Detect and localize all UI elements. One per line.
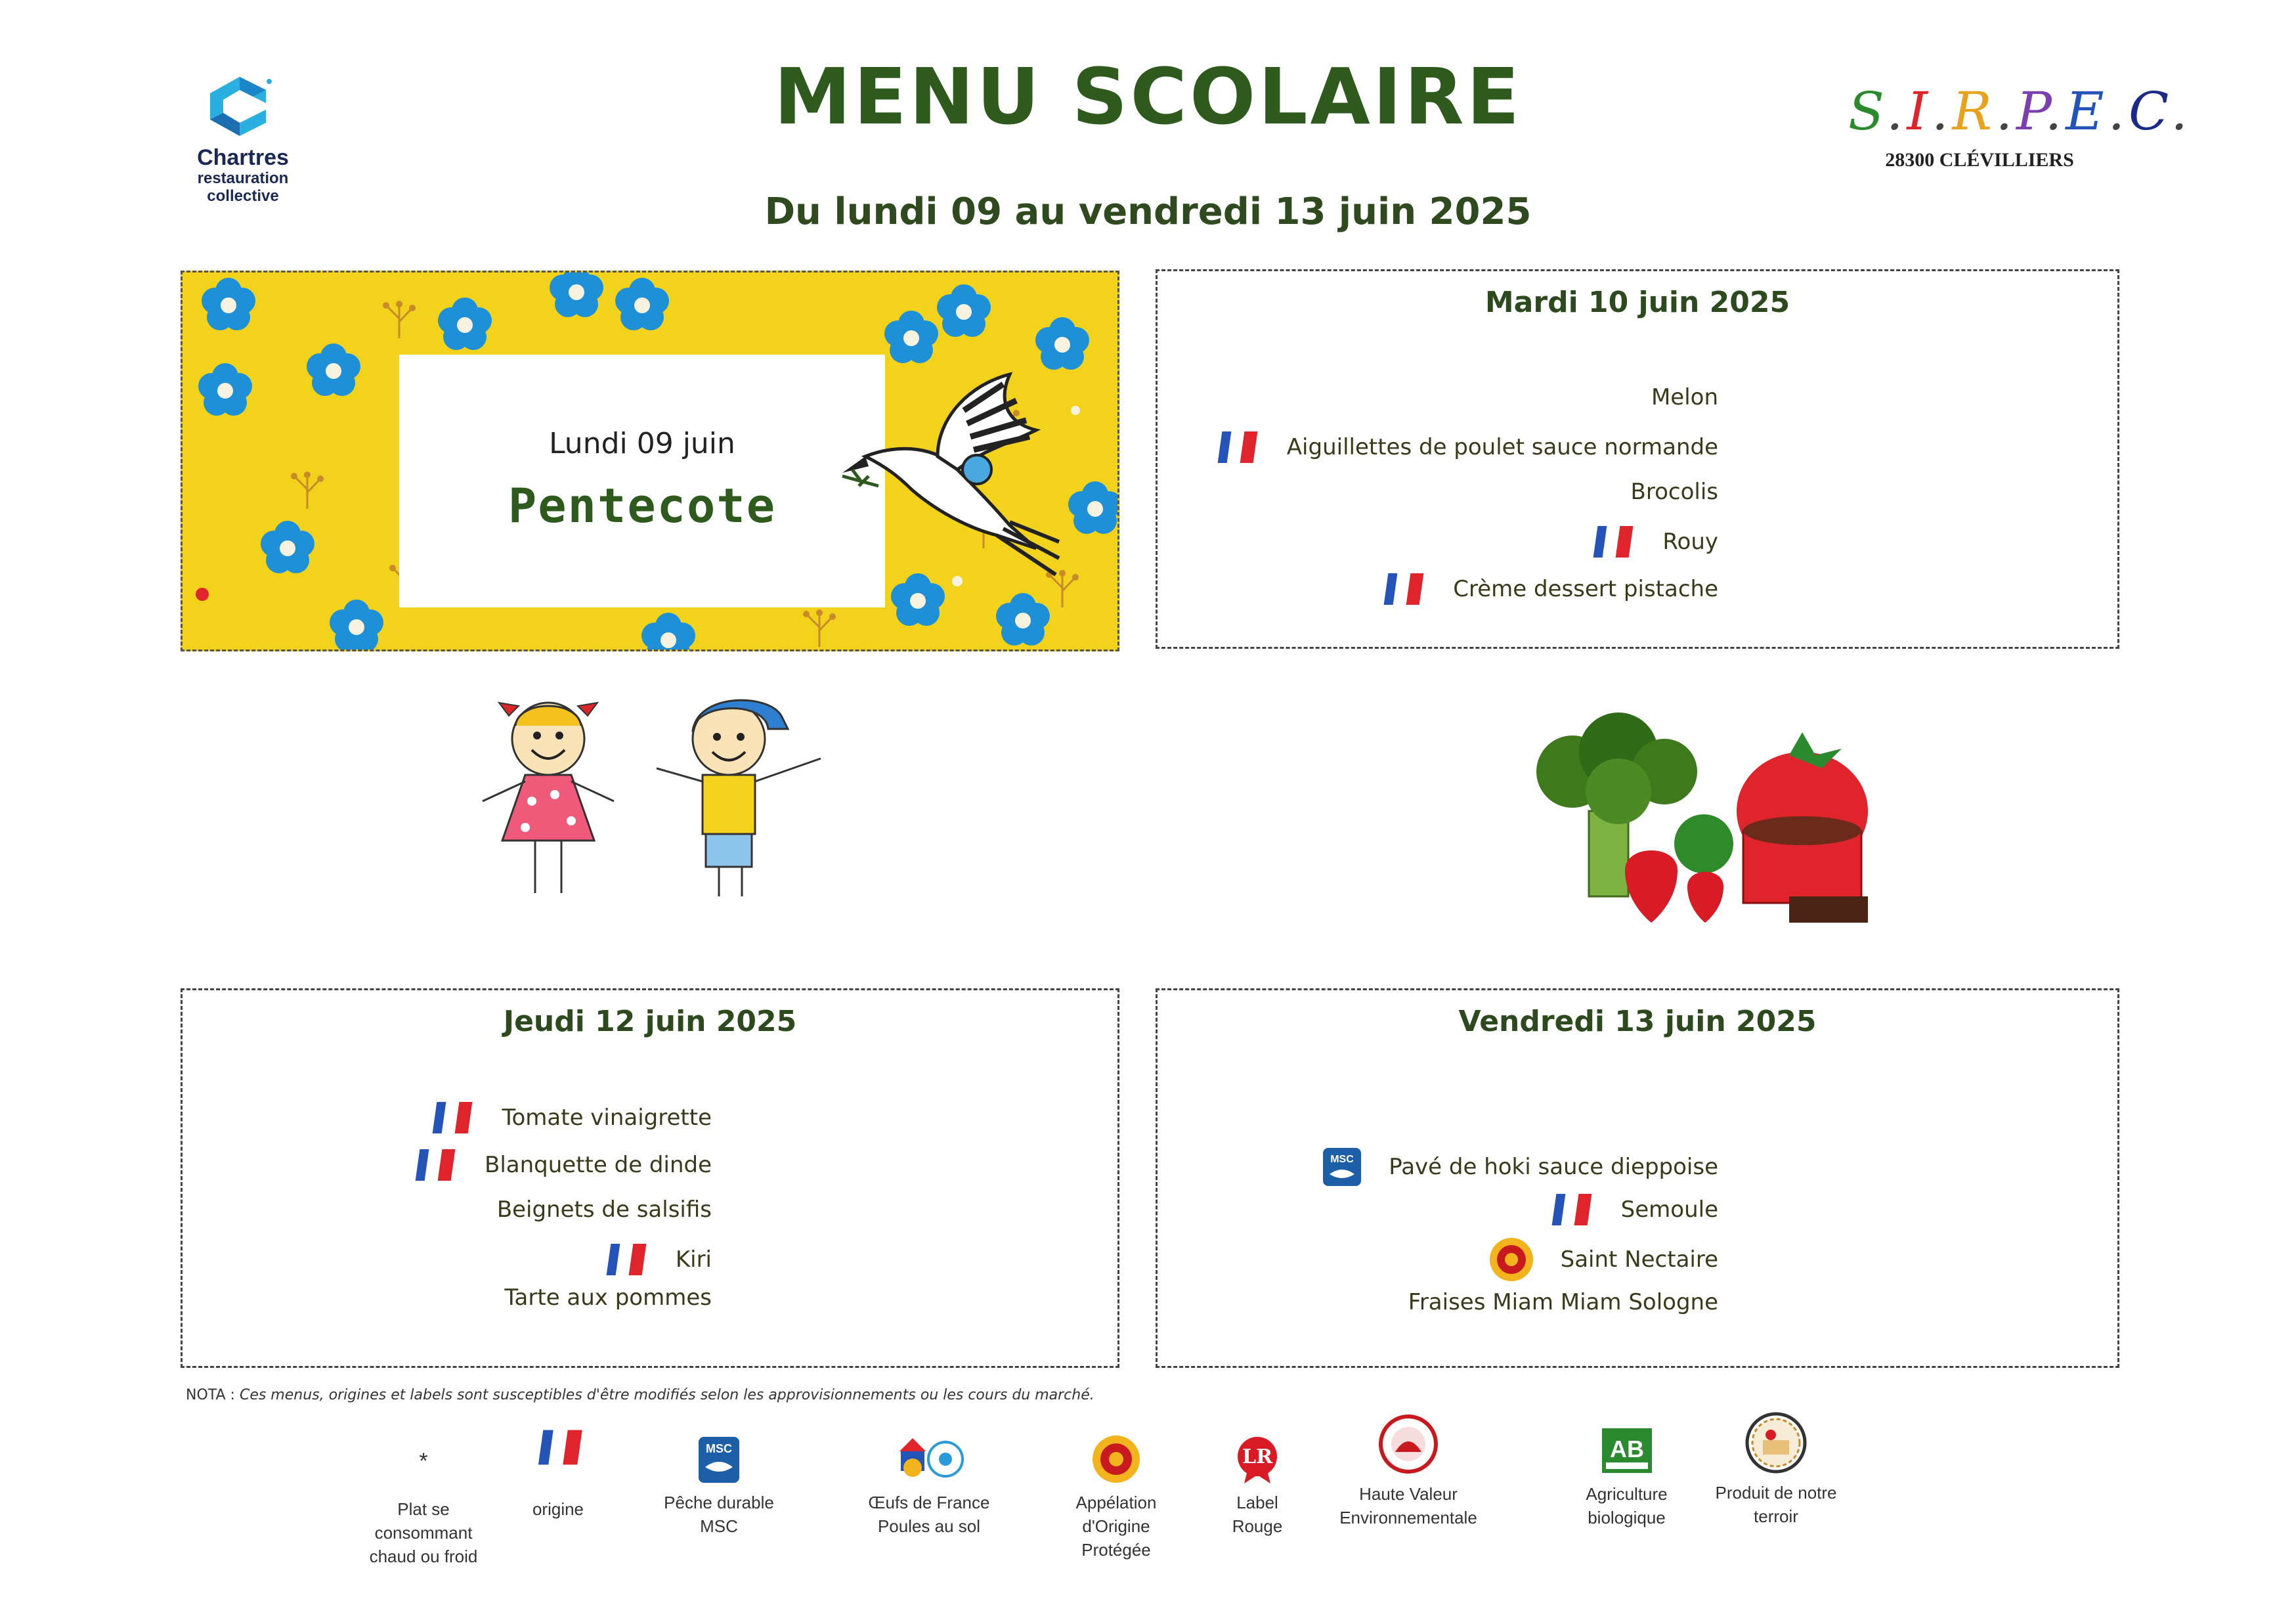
french-flag-icon: [599, 1244, 649, 1275]
week-subtitle: Du lundi 09 au vendredi 13 juin 2025: [764, 190, 1532, 233]
menu-item-label: Rouy: [1662, 529, 1718, 555]
day-box-thursday: [181, 988, 1119, 1368]
monday-card: [399, 355, 885, 607]
sirpec-name: S.I.R.P.E.C.: [1848, 81, 2192, 142]
legend-label: Haute Valeur Environnementale: [1339, 1484, 1477, 1527]
oeufs-de-france-icon: [854, 1425, 1005, 1484]
legend-item: [1569, 1412, 1684, 1529]
legend-label: Appélation d'Origine Protégée: [1075, 1493, 1157, 1560]
menu-item: [1377, 573, 1718, 605]
day-box-tuesday: [1156, 269, 2119, 649]
day-title: Vendredi 13 juin 2025: [1458, 1005, 1817, 1038]
legend-item: [506, 1432, 611, 1521]
label-rouge-icon: [1215, 1425, 1300, 1484]
legend-item: [1215, 1425, 1300, 1538]
legend-label: Plat se consommant chaud ou froid: [369, 1499, 478, 1566]
sirpec-city: 28300 CLÉVILLIERS: [1885, 149, 2074, 171]
menu-item-label: Melon: [1651, 384, 1718, 410]
menu-item-label: Tomate vinaigrette: [502, 1105, 712, 1131]
logo-line-1: Chartres: [197, 145, 289, 170]
monday-banner: [181, 271, 1119, 651]
menu-item-label: Blanquette de dinde: [485, 1152, 712, 1178]
french-flag-icon: [1211, 431, 1261, 463]
asterisk-icon: *: [419, 1449, 428, 1474]
legend-label: Produit de notre terroir: [1715, 1483, 1837, 1526]
msc-icon: [1322, 1147, 1362, 1187]
menu-item: [1488, 1237, 1718, 1283]
legend-label: Œufs de France Poules au sol: [868, 1493, 990, 1536]
menu-item-label: Saint Nectaire: [1560, 1246, 1718, 1273]
menu-item-label: Crème dessert pistache: [1453, 576, 1718, 602]
monday-date: Lundi 09 juin: [549, 427, 735, 460]
kids-drawing-icon: [479, 690, 847, 900]
menu-item-label: Aiguillettes de poulet sauce normande: [1286, 434, 1718, 460]
menu-item-label: Fraises Miam Miam Sologne: [1408, 1289, 1718, 1315]
monday-holiday-name: Pentecote: [508, 478, 777, 533]
nota-text: NOTA : Ces menus, origines et labels sont susceptibles d'être modifiés selon les approvisionnements ou les cours du marché.: [186, 1387, 1094, 1403]
menu-item: [425, 1102, 712, 1133]
aop-icon: [1488, 1237, 1534, 1283]
logo-line-2: restauration: [197, 169, 289, 187]
day-title: Jeudi 12 juin 2025: [503, 1005, 797, 1038]
menu-item: [1631, 479, 1718, 505]
menu-item-label: Brocolis: [1630, 479, 1718, 505]
legend-item: [351, 1432, 496, 1568]
menu-item-label: Tarte aux pommes: [504, 1284, 712, 1311]
legend-label: Pêche durable MSC: [664, 1493, 774, 1536]
french-flag-icon: [1377, 573, 1427, 605]
terroir-icon: [1707, 1412, 1845, 1474]
ab-icon: [1569, 1412, 1684, 1474]
svg-text:MSC: MSC: [1330, 1154, 1354, 1165]
french-flag-icon: [408, 1149, 458, 1181]
french-flag-icon: [1586, 526, 1636, 558]
menu-item: [1651, 384, 1718, 410]
french-flag-icon: [425, 1102, 475, 1133]
aop-icon: [1051, 1425, 1182, 1484]
logo-line-3: collective: [207, 187, 279, 205]
menu-item-label: Kiri: [675, 1246, 712, 1273]
menu-item: [1211, 431, 1718, 463]
menu-item-label: Pavé de hoki sauce dieppoise: [1389, 1154, 1718, 1180]
hve-icon: [1326, 1412, 1490, 1474]
menu-item: [1408, 1289, 1718, 1315]
french-flag-icon: [1545, 1194, 1595, 1225]
day-title: Mardi 10 juin 2025: [1484, 286, 1790, 319]
french-flag-icon: [506, 1432, 611, 1474]
legend-item: [1326, 1412, 1490, 1529]
msc-icon: [657, 1425, 781, 1484]
menu-item: [408, 1149, 712, 1181]
legend-item: [1707, 1412, 1845, 1528]
day-box-friday: [1156, 988, 2119, 1368]
svg-text:LR: LR: [1242, 1445, 1273, 1468]
menu-item: [599, 1244, 712, 1275]
sirpec-logo: [1848, 81, 2192, 171]
svg-text:MSC: MSC: [706, 1442, 732, 1455]
legend-label: origine: [532, 1499, 584, 1519]
legend-label: Label Rouge: [1232, 1493, 1283, 1536]
legend-item: [1051, 1425, 1182, 1562]
menu-item-label: Beignets de salsifis: [496, 1196, 712, 1223]
menu-item: [504, 1284, 712, 1311]
svg-text:AB: AB: [1609, 1436, 1644, 1462]
menu-item: [497, 1196, 712, 1223]
legend-item: [854, 1425, 1005, 1538]
dove-icon: [839, 371, 1062, 588]
menu-item: [1586, 526, 1718, 558]
menu-item: [1545, 1194, 1718, 1225]
page-title: MENU SCOLAIRE: [773, 51, 1523, 142]
legend-item: [657, 1425, 781, 1538]
menu-item: [1322, 1147, 1718, 1187]
legend-label: Agriculture biologique: [1586, 1484, 1668, 1527]
menu-item-label: Semoule: [1620, 1196, 1718, 1223]
vegetables-dessert-icon: [1513, 713, 1881, 936]
